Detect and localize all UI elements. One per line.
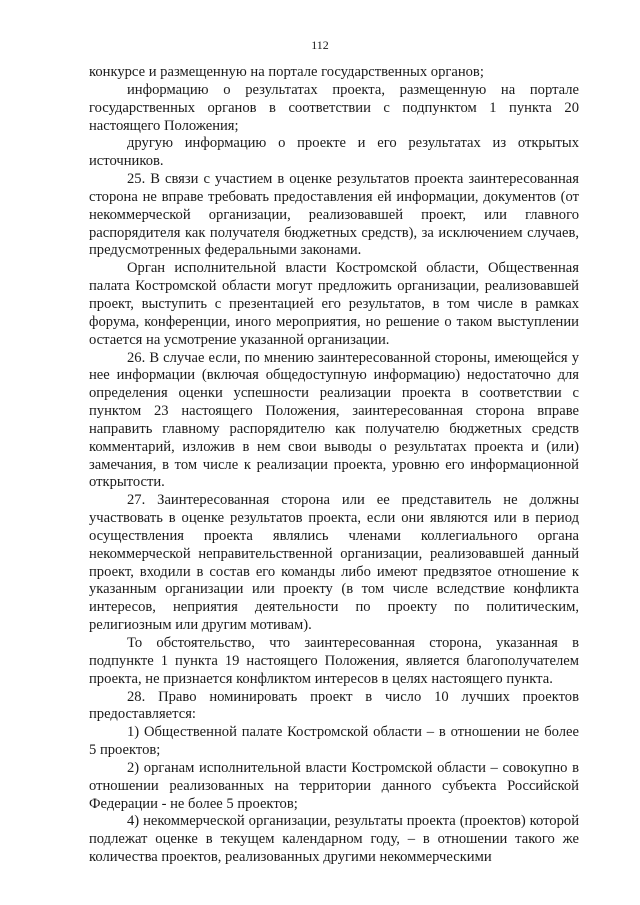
paragraph-continuation: конкурсе и размещенную на портале государственных органов; <box>89 64 484 80</box>
paragraph: информацию о результатах проекта, размещенную на портале государственных органов в соответствии с подпунктом 1 пункта 20 настоящего Положения; <box>89 81 579 134</box>
clause-27: 27. Заинтересованная сторона или ее представитель не должны участвовать в оценке результатов проекта, если они являются или в период осуществления проекта являлись членами коллегиального органа некоммерческой неправительственной организации, реализовавшей данный проект, входили в состав его команды либо имеют предвзятое отношение к указанным организации или проекту (в том числе вследствие конфликта интересов, неприятия деятельности по проекту по политическим, религиозным или другим мотивам). <box>89 492 579 634</box>
clause-25: 25. В связи с участием в оценке результатов проекта заинтересованная сторона не вправе требовать предоставления ей информации, документов (от некоммерческой организации, реализовавшей проект, или главного распорядителя как получателя бюджетных средств), за исключением случаев, предусмотренных федеральными законами. <box>89 171 579 259</box>
paragraph: другую информацию о проекте и его результатах из открытых источников. <box>89 135 579 170</box>
list-item-4: 4) некоммерческой организации, результаты проекта (проектов) которой подлежат оценке в текущем календарном году, – в отношении такого же количества проектов, реализованных другими некоммерческими <box>89 813 579 866</box>
page-number: 112 <box>311 38 329 52</box>
clause-28: 28. Право номинировать проект в число 10 лучших проектов предоставляется: <box>89 688 579 723</box>
list-item-2: 2) органам исполнительной власти Костромской области – совокупно в отношении реализованных на территории данного субъекта Российской Федерации - не более 5 проектов; <box>89 759 579 812</box>
list-item-1: 1) Общественной палате Костромской области – в отношении не более 5 проектов; <box>89 724 579 759</box>
paragraph: Орган исполнительной власти Костромской области, Общественная палата Костромской области могут предложить организации, реализовавшей проект, выступить с презентацией его результатов, в том числе в рамках форума, конференции, иного мероприятия, но решение о таком выступлении остается на усмотрение указанной организации. <box>89 260 579 348</box>
clause-26: 26. В случае если, по мнению заинтересованной стороны, имеющейся у нее информации (включая общедоступную информацию) недостаточно для определения оценки успешности реализации проекта в соответствии с пунктом 23 настоящего Положения, заинтересованная сторона вправе направить главному распорядителю как получателю бюджетных средств комментарий, изложив в нем свои выводы о результатах проекта и (или) замечания, в том числе к реализации проекта, уровню его информационной открытости. <box>89 349 579 491</box>
document-body <box>89 64 579 867</box>
paragraph: То обстоятельство, что заинтересованная сторона, указанная в подпункте 1 пункта 19 настоящего Положения, является благополучателем проекта, не признается конфликтом интересов в целях настоящего пункта. <box>89 635 579 687</box>
